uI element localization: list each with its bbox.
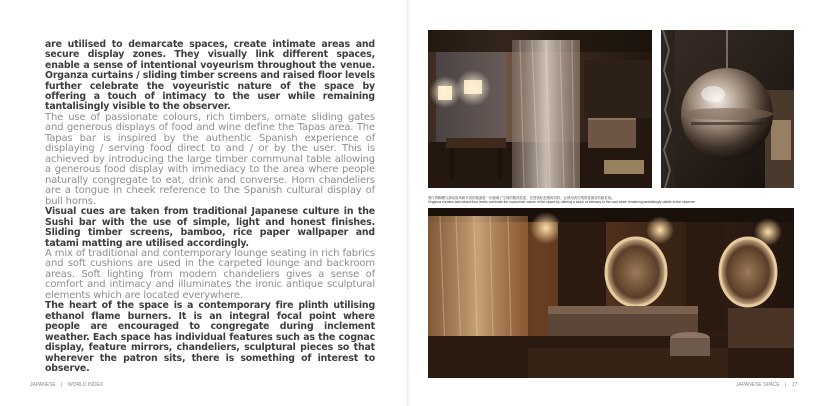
body-text	[45, 40, 375, 374]
right-running-footer	[736, 382, 797, 388]
mirror-lounge-image	[428, 208, 794, 378]
page-fold	[407, 0, 409, 406]
footer-section-label: JAPANESE SPACE	[736, 382, 780, 388]
paragraph-lounge: A mix of traditional and contemporary lounge seating in rich fabrics and soft cushions are used in the carpeted lounge and backroom areas. Soft lighting from modern chandeliers gives a sense of comfort and intimacy and illuminates the ironic antique sculptural elements which are located everywhere.	[45, 247, 375, 301]
caption-chinese: 餐厅的帷幔与滑动屏风和升高的地面进一步强调了空间的窥视性质，在提供私密感的同时，让使用者在观察者面前若隐若现。	[428, 196, 615, 200]
paragraph-fire-plinth: The heart of the space is a contemporary fire plinth utilising ethanol flame burners. It is an integral focal point where people are encouraged to congregate during inclement weather. Each space has individual features such as the cognac display, feature mirrors, chandeliers, sculptural pieces so that wherever the patron sits, there is something of interest to observe.	[45, 300, 375, 374]
caption-english: Organza curtains and raised floor levels celebrate the voyeuristic nature of the space by offering a touch of intimacy to the user while remaining tantalisingly visible to the observer	[428, 200, 696, 205]
footer-separator-right: |	[785, 382, 787, 388]
paragraph-partitions: are utilised to demarcate spaces, create intimate areas and secure display zones. They visually link different spaces, enable a sense of intentional voyeurism throughout the venue. Organza curtains / sliding timber screens and raised floor levels further celebrate the voyeuristic nature of the space by offering a touch of intimacy to the user while remaining tantalisingly visible to the observer.	[45, 39, 375, 113]
photo-curtain-lounge	[428, 30, 652, 188]
footer-left-label: JAPANESE	[30, 382, 56, 388]
curtain-lounge-image	[428, 30, 652, 188]
mirror-sphere-image	[661, 30, 794, 188]
paragraph-sushi: Visual cues are taken from traditional Japanese culture in the Sushi bar with the use of simple, light and honest finishes. Sliding timber screens, bamboo, rice paper wallpaper and tatami matting are utilised accordingly.	[45, 206, 375, 249]
photo-mirror-sphere	[661, 30, 794, 188]
paragraph-tapas: The use of passionate colours, rich timbers, ornate sliding gates and generous displays of food and wine define the Tapas area. The Tapas bar is inspired by the authentic Spanish experience of displaying / serving food direct to and / or by the user. This is achieved by introducing the large timber communal table allowing a generous food display with immediacy to the area where people naturally congregate to eat, drink and converse. Horn chandeliers are a tongue in cheek reference to the Spanish cultural display of bull horns.	[45, 111, 375, 207]
footer-right-label: WORLD INDEX	[67, 382, 104, 388]
left-running-footer	[30, 382, 103, 388]
footer-separator: |	[61, 382, 63, 388]
photo-caption	[428, 196, 794, 205]
photo-mirror-lounge	[428, 208, 794, 378]
page-number: 17	[791, 382, 798, 388]
